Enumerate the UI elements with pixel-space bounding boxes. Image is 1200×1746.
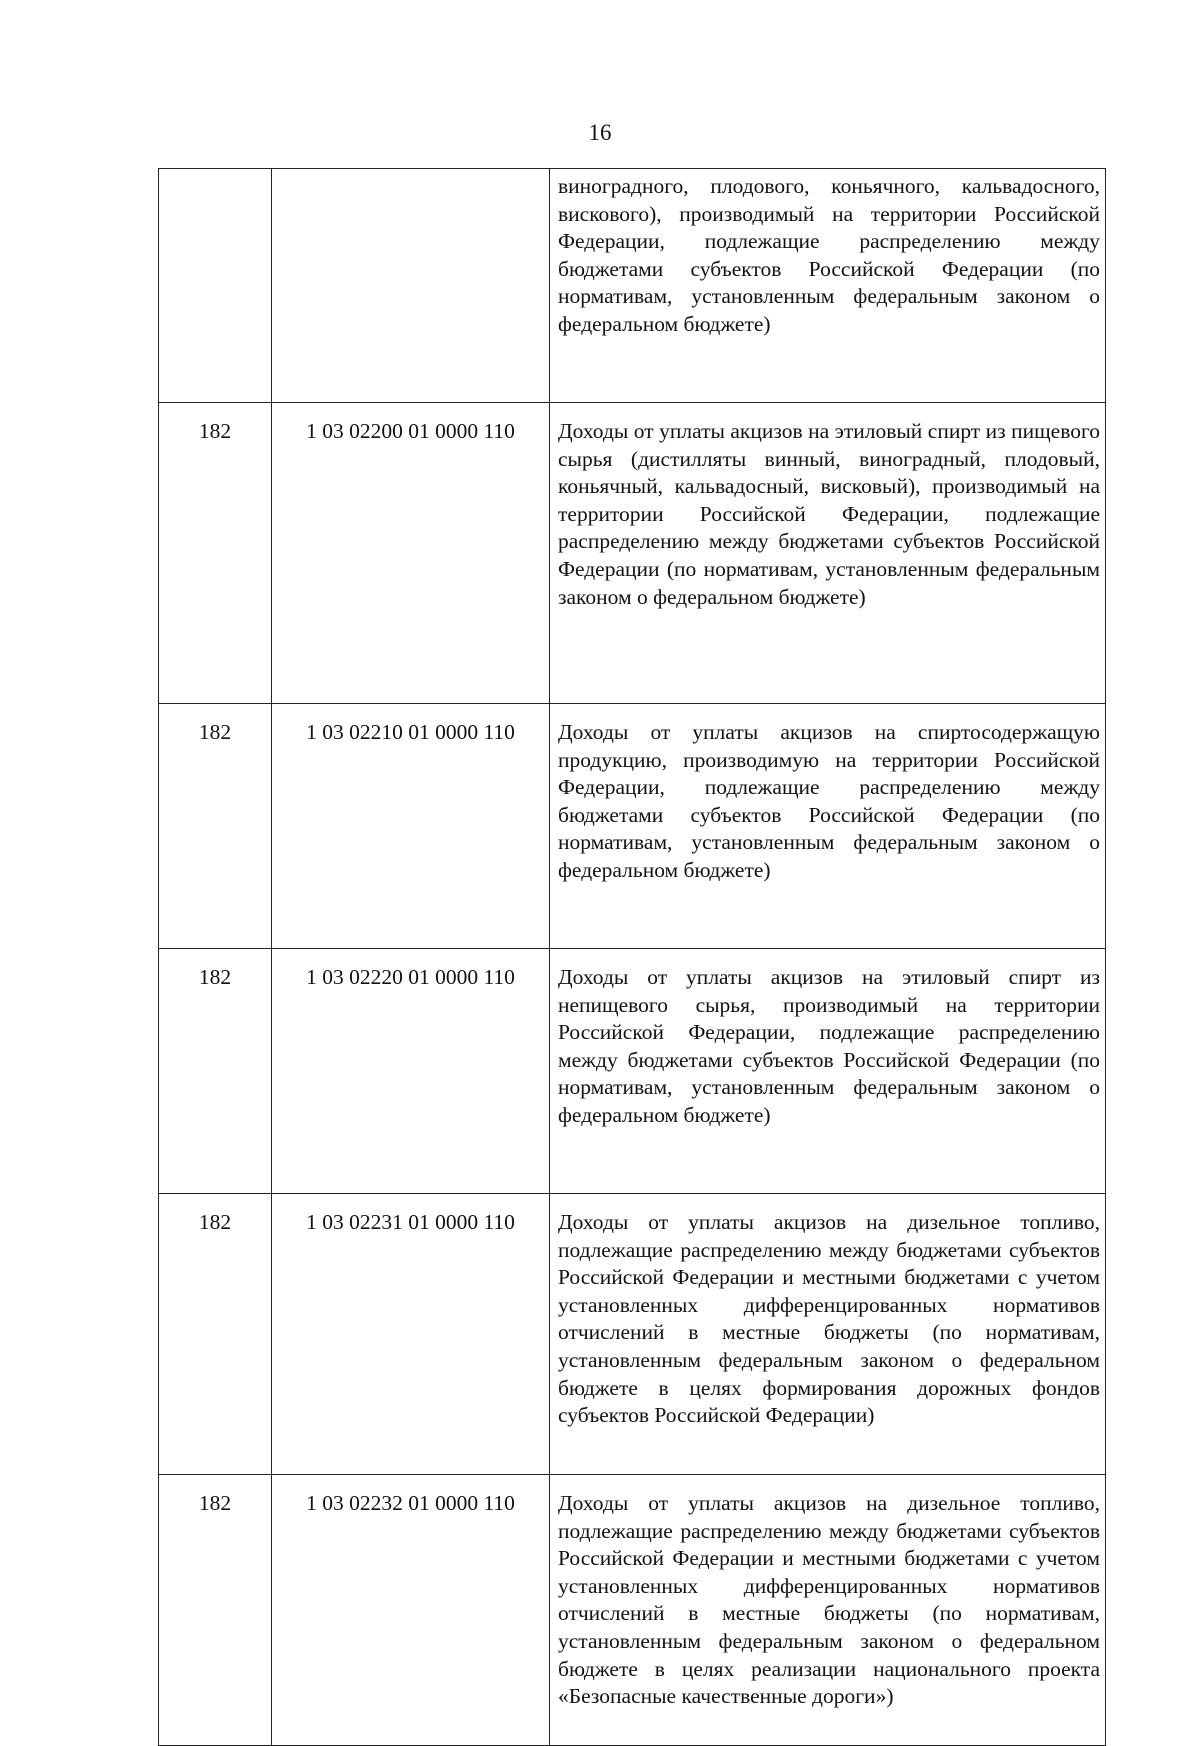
table-row (159, 704, 1106, 949)
classification-code-cell: 1 03 02231 01 0000 110 (272, 1194, 550, 1475)
page-number: 16 (588, 120, 612, 145)
description-cell: Доходы от уплаты акцизов на этиловый спирт из непищевого сырья, производимый на территории Российской Федерации, подлежащие распределению между бюджетами субъектов Российской Федерации (по нормативам, установленным федеральным законом о федеральном бюджете) (550, 949, 1106, 1194)
classification-code-cell (272, 169, 550, 403)
admin-code-cell: 182 (159, 1194, 272, 1475)
admin-code-cell: 182 (159, 403, 272, 704)
classification-code-cell: 1 03 02210 01 0000 110 (272, 704, 550, 949)
admin-code-cell: 182 (159, 704, 272, 949)
table-row (159, 403, 1106, 704)
admin-code-cell: 182 (159, 949, 272, 1194)
classification-code-cell: 1 03 02200 01 0000 110 (272, 403, 550, 704)
description-cell: Доходы от уплаты акцизов на этиловый спирт из пищевого сырья (дистилляты винный, виноградный, плодовый, коньячный, кальвадосный, висковый), производимый на территории Российской Федерации, подлежащие распределению между бюджетами субъектов Российской Федерации (по нормативам, установленным федеральным законом о федеральном бюджете) (550, 403, 1106, 704)
admin-code-cell: 182 (159, 1475, 272, 1746)
table-row (159, 949, 1106, 1194)
table-row (159, 1475, 1106, 1746)
description-cell: Доходы от уплаты акцизов на дизельное топливо, подлежащие распределению между бюджетами субъектов Российской Федерации и местными бюджетами с учетом установленных дифференцированных нормативов отчислений в местные бюджеты (по нормативам, установленным федеральным законом о федеральном бюджете в целях формирования дорожных фондов субъектов Российской Федерации) (550, 1194, 1106, 1475)
description-cell: Доходы от уплаты акцизов на дизельное топливо, подлежащие распределению между бюджетами субъектов Российской Федерации и местными бюджетами с учетом установленных дифференцированных нормативов отчислений в местные бюджеты (по нормативам, установленным федеральным законом о федеральном бюджете в целях реализации национального проекта «Безопасные качественные дороги») (550, 1475, 1106, 1746)
table-row (159, 1194, 1106, 1475)
admin-code-cell (159, 169, 272, 403)
classification-code-cell: 1 03 02220 01 0000 110 (272, 949, 550, 1194)
revenue-classification-table (158, 168, 1106, 1746)
description-cell: виноградного, плодового, коньячного, кальвадосного, вискового), производимый на территории Российской Федерации, подлежащие распределению между бюджетами субъектов Российской Федерации (по нормативам, установленным федеральным законом о федеральном бюджете) (550, 169, 1106, 403)
table-row (159, 169, 1106, 403)
classification-code-cell: 1 03 02232 01 0000 110 (272, 1475, 550, 1746)
description-cell: Доходы от уплаты акцизов на спиртосодержащую продукцию, производимую на территории Российской Федерации, подлежащие распределению между бюджетами субъектов Российской Федерации (по нормативам, установленным федеральным законом о федеральном бюджете) (550, 704, 1106, 949)
